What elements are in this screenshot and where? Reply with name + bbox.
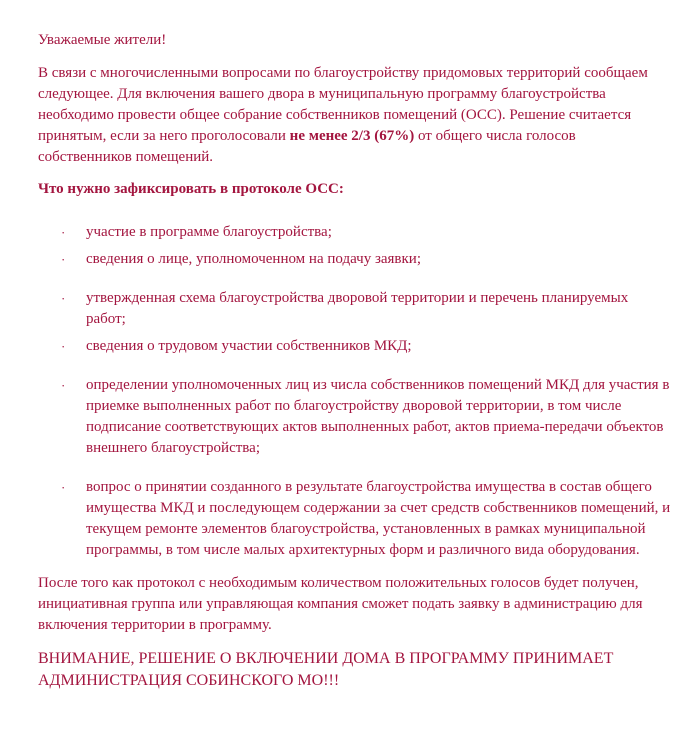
list-item <box>38 222 671 243</box>
list-item <box>38 336 671 357</box>
bullet-icon: · <box>61 339 66 354</box>
list-item <box>38 288 671 330</box>
bullet-icon: · <box>61 225 66 240</box>
list-item-text: определении уполномоченных лиц из числа собственников помещений МКД для участия в приемке выполненных работ по благоустройству дворовой территории, в том числе подписание соответствующих актов выполненных работ, актов приема-передачи объектов внешнего благоустройства; <box>86 377 670 456</box>
list-item <box>38 477 671 561</box>
list-item <box>38 249 671 270</box>
bullet-icon: · <box>61 378 66 393</box>
list-item-text: сведения о трудовом участии собственников МКД; <box>86 338 412 354</box>
list-item-text: утвержденная схема благоустройства дворовой территории и перечень планируемых работ; <box>86 290 629 327</box>
protocol-heading: Что нужно зафиксировать в протоколе ОСС: <box>38 181 344 197</box>
bullet-icon: · <box>61 291 66 306</box>
closing-paragraph: После того как протокол с необходимым количеством положительных голосов будет получен, инициативная группа или управляющая компания сможет подать заявку в администрацию для включения территории в программу. <box>38 575 643 633</box>
list-item <box>38 375 671 459</box>
list-item-text: сведения о лице, уполномоченном на подачу заявки; <box>86 251 421 267</box>
intro-bold-threshold: не менее 2/3 (67%) <box>289 128 415 144</box>
list-item-text: участие в программе благоустройства; <box>86 224 332 240</box>
protocol-items-list <box>38 222 671 561</box>
greeting: Уважаемые жители! <box>38 32 167 48</box>
intro-text-part2: от общего числа голосов собственников помещений. <box>38 128 576 165</box>
intro-text-part1: В связи с многочисленными вопросами по благоустройству придомовых территорий сообщаем следующее. Для включения вашего двора в муниципальную программу благоустройства необходимо провести общее собрание собственников помещений (ОСС). Решение считается принятым, если за него проголосовали <box>38 65 648 144</box>
list-item-text: вопрос о принятии созданного в результате благоустройства имущества в состав общего имущества МКД и последующем содержании за счет средств собственников помещений, и текущем ремонте элементов благоустройства, установленных в рамках муниципальной программы, в том числе малых архитектурных форм и различного вида оборудования. <box>86 479 671 558</box>
intro-paragraph <box>38 63 671 168</box>
warning-notice: ВНИМАНИЕ, РЕШЕНИЕ О ВКЛЮЧЕНИИ ДОМА В ПРОГРАММУ ПРИНИМАЕТ АДМИНИСТРАЦИЯ СОБИНСКОГО МО!!! <box>38 650 614 689</box>
bullet-icon: · <box>61 252 66 267</box>
bullet-icon: · <box>61 480 66 495</box>
